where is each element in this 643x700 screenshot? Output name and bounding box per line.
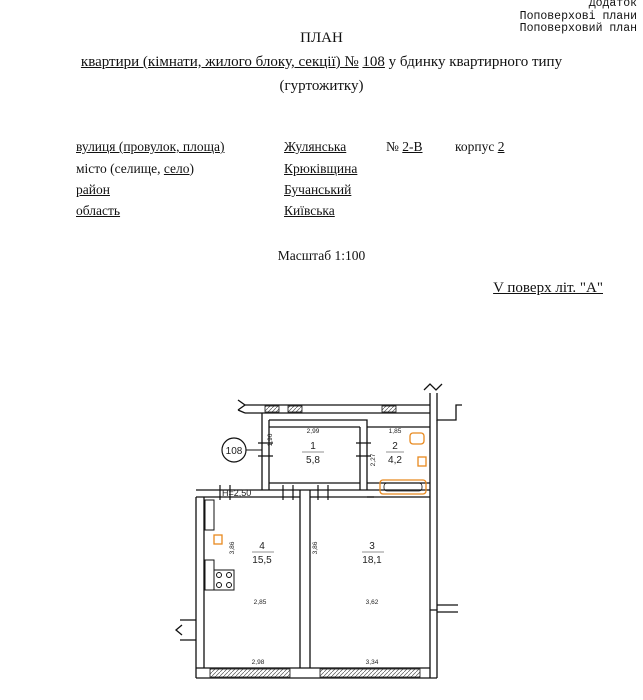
page-subtitle-line2: (гуртожитку) bbox=[279, 78, 364, 94]
dim-room1-depth: 1,96 bbox=[267, 433, 274, 447]
building-value: 2 bbox=[497, 139, 505, 154]
appendix-line-2: Поповерхові плани bbox=[519, 9, 637, 23]
room-3-area: 18,1 bbox=[362, 555, 382, 566]
bathtub-icon bbox=[380, 480, 426, 494]
room-4-area: 15,5 bbox=[252, 555, 272, 566]
apartment-number: 108 bbox=[362, 54, 385, 70]
dim-room3-depth: 3,86 bbox=[312, 541, 319, 555]
appendix-line-3: Поповерховий план bbox=[519, 22, 637, 35]
house-label: № bbox=[386, 139, 399, 154]
city-label-underlined: село bbox=[163, 161, 190, 176]
page-title: ПЛАН bbox=[300, 30, 343, 46]
dim-outer-left: 2,98 bbox=[251, 659, 265, 666]
kitchen-outlet-icon bbox=[214, 535, 222, 544]
building-label: корпус bbox=[455, 139, 495, 154]
street-value: Жулянська bbox=[284, 139, 347, 154]
apartment-marker bbox=[222, 438, 262, 462]
district-value: Бучанський bbox=[284, 182, 352, 197]
district-label: район bbox=[76, 182, 110, 197]
dim-room4-depth: 3,86 bbox=[229, 541, 236, 555]
ceiling-height: H=2,50 bbox=[222, 488, 252, 498]
room-1-area: 5,8 bbox=[306, 455, 320, 466]
city-label-suffix: ) bbox=[189, 161, 195, 176]
kitchen-sink-icon bbox=[205, 560, 214, 590]
room-2-number: 2 bbox=[392, 441, 398, 452]
room-2-area: 4,2 bbox=[388, 455, 402, 466]
dim-outer-right: 3,34 bbox=[365, 659, 379, 666]
dim-room4-width: 2,85 bbox=[253, 599, 267, 606]
city-value: Крюківщина bbox=[284, 161, 358, 176]
region-label: область bbox=[76, 203, 121, 218]
sink-icon bbox=[410, 433, 424, 444]
dim-room3-width: 3,62 bbox=[365, 599, 379, 606]
appendix-line-1: Додаток bbox=[588, 0, 637, 10]
dim-room2-width: 1,85 bbox=[388, 428, 402, 435]
room-4-number: 4 bbox=[259, 541, 265, 552]
toilet-icon bbox=[418, 457, 426, 466]
dim-room2-depth: 2,27 bbox=[370, 453, 377, 467]
region-value: Київська bbox=[284, 203, 335, 218]
street-label: вулиця (провулок, площа) bbox=[76, 139, 225, 154]
house-value: 2-В bbox=[402, 139, 423, 154]
dim-room1-width: 2,99 bbox=[306, 428, 320, 435]
scale-label: Масштаб 1:100 bbox=[277, 248, 366, 263]
apartment-marker-number: 108 bbox=[225, 446, 243, 457]
subtitle-suffix: у бдинку квартирного типу bbox=[388, 54, 563, 70]
room-1-number: 1 bbox=[310, 441, 316, 452]
floor-label: V поверх літ. "А" bbox=[493, 280, 603, 296]
subtitle-prefix: квартири (кімнати, жилого блоку, секції) № bbox=[80, 54, 359, 70]
city-label-prefix: місто (селище, bbox=[76, 161, 164, 176]
counter-icon bbox=[205, 500, 214, 530]
room-3-number: 3 bbox=[369, 541, 375, 552]
